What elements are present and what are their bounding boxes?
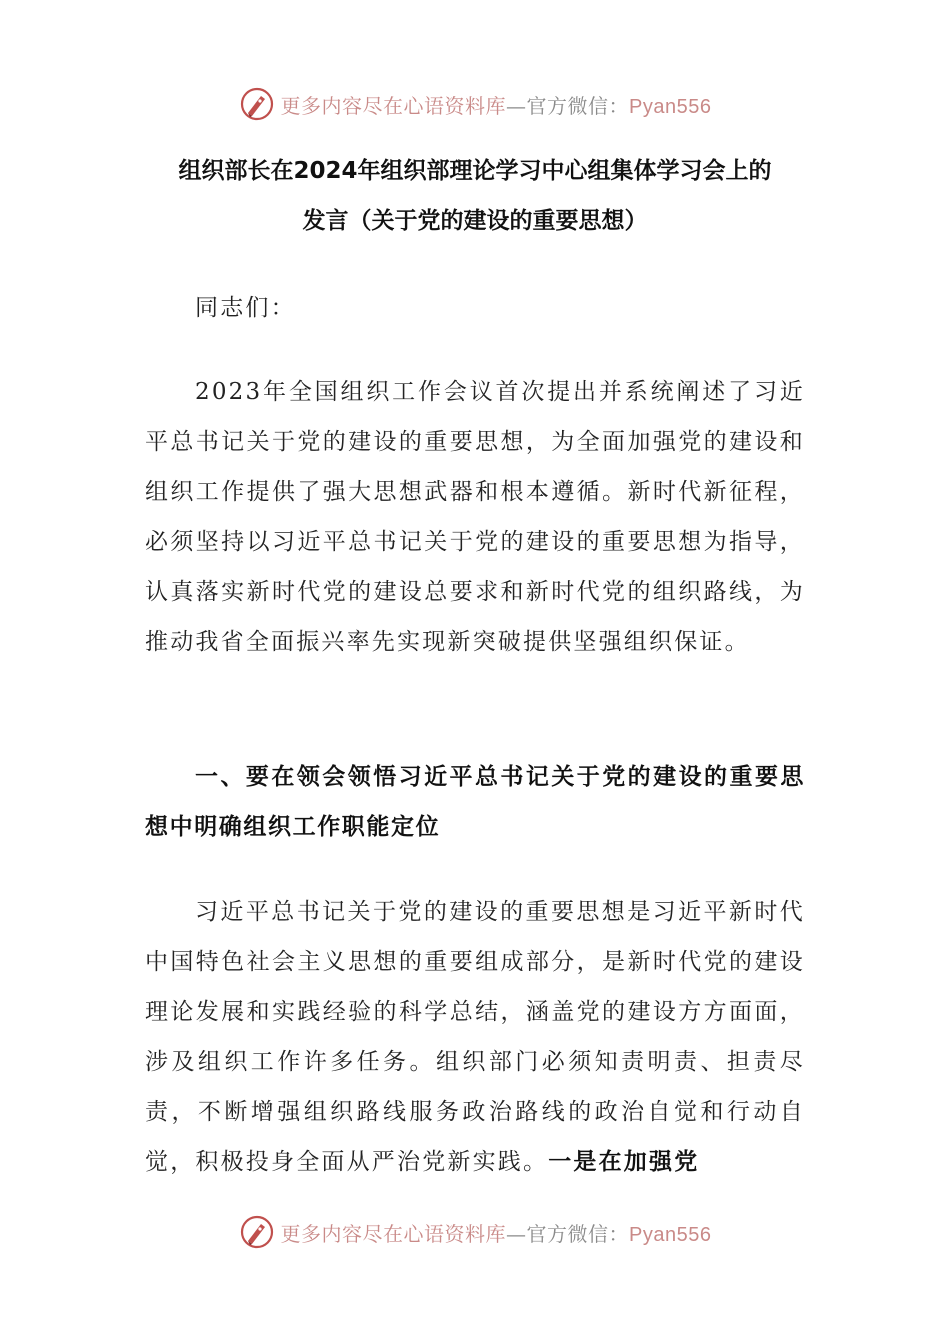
title-line-2: 发言（关于党的建设的重要思想） <box>302 208 648 234</box>
pen-nib-logo-icon <box>239 1214 275 1250</box>
watermark-text <box>281 1218 712 1247</box>
paragraph-2-text: 习近平总书记关于党的建设的重要思想是习近平新时代中国特色社会主义思想的重要组成部分，是新时代党的建设理论发展和实践经验的科学总结，涵盖党的建设方方面面，涉及组织工作许多任务。组织部门必须知责明责、担责尽责，不断增强组织路线服务政治路线的政治自觉和行动自觉，积极投身全面从严治党新实践。 <box>145 899 805 1175</box>
section-heading-1: 一、要在领会领悟习近平总书记关于党的建设的重要思想中明确组织工作职能定位 <box>145 764 805 840</box>
watermark-main: 更多内容尽在心语资料库 <box>280 93 507 118</box>
watermark-id: Pyan556 <box>629 95 712 118</box>
watermark-text <box>281 90 712 119</box>
watermark-id: Pyan556 <box>629 1223 712 1246</box>
paragraph-1: 2023年全国组织工作会议首次提出并系统阐述了习近平总书记关于党的建设的重要思想，为全面加强党的建设和组织工作提供了强大思想武器和根本遵循。新时代新征程，必须坚持以习近平总书记关于党的建设的重要思想为指导，认真落实新时代党的建设总要求和新时代党的组织路线，为推动我省全面振兴率先实现新突破提供坚强组织保证。 <box>145 379 805 655</box>
watermark-sep: —官方微信： <box>506 93 630 118</box>
watermark-sep: —官方微信： <box>506 1221 630 1246</box>
greeting: 同志们： <box>195 295 296 321</box>
pen-nib-logo-icon <box>239 86 275 122</box>
watermark-footer <box>0 1212 950 1252</box>
document-title <box>145 146 805 246</box>
watermark-main: 更多内容尽在心语资料库 <box>280 1221 507 1246</box>
title-line-1: 组织部长在2024年组织部理论学习中心组集体学习会上的 <box>178 158 772 184</box>
watermark-header <box>0 84 950 124</box>
paragraph-2 <box>145 887 805 1187</box>
paragraph-2-bold: 一是在加强党 <box>548 1149 700 1175</box>
